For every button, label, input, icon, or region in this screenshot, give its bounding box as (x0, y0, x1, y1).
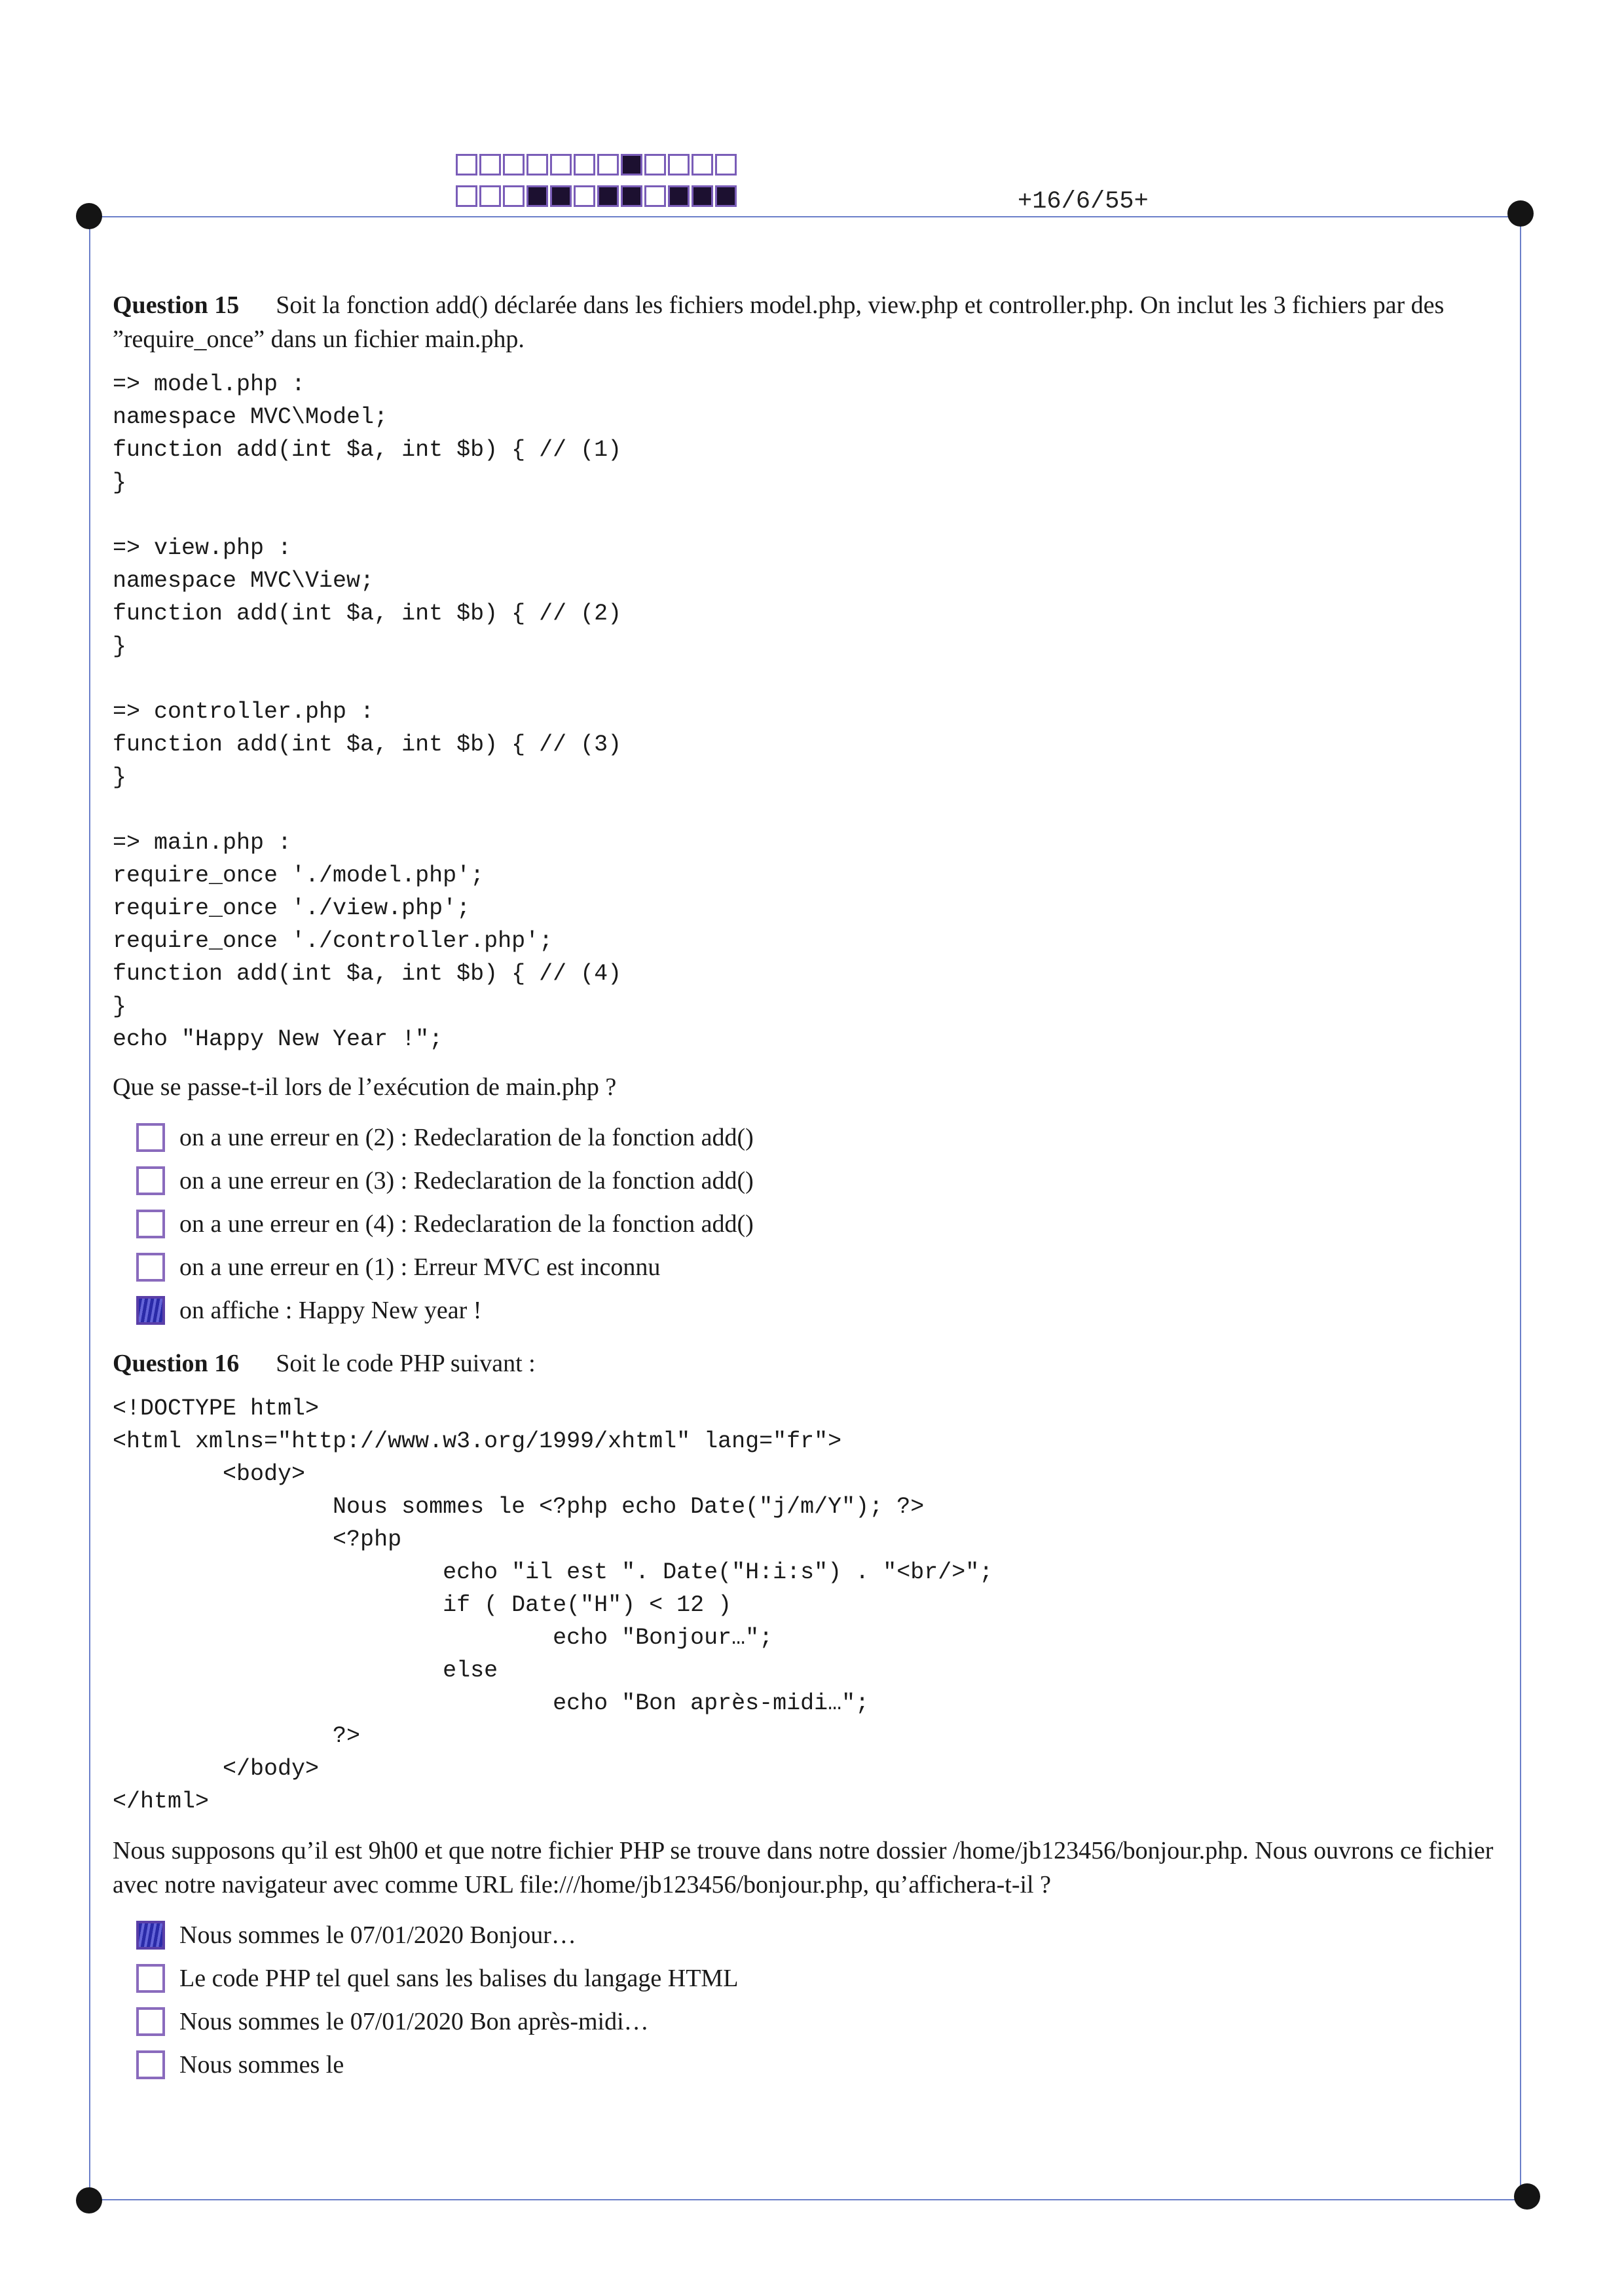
answer-label: on a une erreur en (3) : Redeclaration de la fonction add() (179, 1167, 754, 1194)
question-16-prompt: Nous supposons qu’il est 9h00 et que notre fichier PHP se trouve dans notre dossier /home/jb123456/bonjour.php. Nous ouvrons ce fichier avec notre navigateur avec comme URL file:///home/jb123456/bonjour.php, qu’affichera-t-il ? (113, 1837, 1494, 1898)
id-box (715, 185, 737, 207)
answer-label: Nous sommes le (179, 2051, 344, 2079)
answer-checkbox[interactable] (136, 1921, 165, 1950)
answer-checkbox[interactable] (136, 2007, 165, 2036)
answer-choice[interactable] (136, 1202, 1494, 1246)
answer-checkbox[interactable] (136, 1210, 165, 1238)
corner-marker-bottom-right (1514, 2183, 1540, 2210)
id-box (644, 185, 666, 207)
id-box (668, 185, 690, 207)
id-box (526, 154, 548, 176)
exam-content (113, 288, 1494, 2086)
id-box (574, 185, 595, 207)
question-15-code: => model.php : namespace MVC\Model; function add(int $a, int $b) { // (1) } => view.php : namespace MVC\View; function add(int $a, int $b) { // (2) } => controller.php : function add(int $a, int $b) { // (3) } => main.php : require_once './model.php'; require_once './view.php'; require_once './controller.php'; function add(int $a, int $b) { // (4) } echo "Happy New Year !"; (113, 371, 622, 1052)
id-box (503, 154, 525, 176)
question-15-text: Soit la fonction add() déclarée dans les fichiers model.php, view.php et controller.php. On inclut les 3 fichiers par des ”require_once” dans un fichier main.php. (113, 291, 1445, 353)
student-id-row-2 (456, 185, 737, 207)
page-id: +16/6/55+ (1018, 188, 1149, 215)
answer-checkbox[interactable] (136, 1166, 165, 1195)
answer-label: Nous sommes le 07/01/2020 Bon après-midi… (179, 2008, 649, 2035)
answer-choice[interactable] (136, 1289, 1494, 1332)
id-box (456, 154, 477, 176)
id-box (597, 154, 619, 176)
question-16-label: Question 16 (113, 1350, 240, 1377)
answer-choice[interactable] (136, 2043, 1494, 2086)
student-id-row-1 (456, 154, 737, 176)
question-15-prompt: Que se passe-t-il lors de l’exécution de main.php ? (113, 1073, 617, 1101)
id-box (621, 185, 642, 207)
answer-checkbox[interactable] (136, 1123, 165, 1152)
question-15-statement (113, 288, 1494, 356)
id-box (621, 154, 642, 176)
answer-checkbox[interactable] (136, 1253, 165, 1282)
answer-label: Nous sommes le 07/01/2020 Bonjour… (179, 1921, 576, 1949)
question-15-label: Question 15 (113, 291, 240, 319)
answer-choice[interactable] (136, 1159, 1494, 1202)
answer-choice[interactable] (136, 1957, 1494, 2000)
id-box (479, 185, 501, 207)
question-15 (113, 288, 1494, 1332)
corner-marker-top-right (1507, 200, 1534, 227)
id-box (456, 185, 477, 207)
question-16-statement (113, 1346, 1494, 1380)
id-box (692, 154, 713, 176)
corner-marker-bottom-left (76, 2187, 102, 2213)
id-box (574, 154, 595, 176)
answer-checkbox[interactable] (136, 2050, 165, 2079)
id-box (503, 185, 525, 207)
question-16-text: Soit le code PHP suivant : (276, 1350, 536, 1377)
question-16-code: <!DOCTYPE html> <html xmlns="http://www.w3.org/1999/xhtml" lang="fr"> <body> Nous sommes le <?php echo Date("j/m/Y"); ?> <?php echo "il est ". Date("H:i:s") . "<br/>"; if ( Date("H") < 12 ) echo "Bonjour…"; else echo "Bon après-midi…"; ?> </body> </html> (113, 1396, 993, 1815)
question-16-choices (136, 1914, 1494, 2086)
id-box (550, 154, 572, 176)
question-15-choices (136, 1116, 1494, 1332)
answer-label: on a une erreur en (2) : Redeclaration de la fonction add() (179, 1124, 754, 1151)
id-box (479, 154, 501, 176)
answer-label: Le code PHP tel quel sans les balises du langage HTML (179, 1965, 739, 1992)
answer-checkbox[interactable] (136, 1296, 165, 1325)
id-box (668, 154, 690, 176)
id-box (715, 154, 737, 176)
corner-marker-top-left (76, 203, 102, 229)
answer-label: on a une erreur en (4) : Redeclaration de la fonction add() (179, 1210, 754, 1238)
question-16 (113, 1346, 1494, 2086)
answer-choice[interactable] (136, 2000, 1494, 2043)
answer-choice[interactable] (136, 1914, 1494, 1957)
id-box (644, 154, 666, 176)
id-box (597, 185, 619, 207)
id-box (526, 185, 548, 207)
id-box (692, 185, 713, 207)
answer-choice[interactable] (136, 1116, 1494, 1159)
id-box (550, 185, 572, 207)
answer-choice[interactable] (136, 1246, 1494, 1289)
answer-checkbox[interactable] (136, 1964, 165, 1993)
answer-label: on a une erreur en (1) : Erreur MVC est inconnu (179, 1253, 661, 1281)
answer-label: on affiche : Happy New year ! (179, 1297, 482, 1324)
